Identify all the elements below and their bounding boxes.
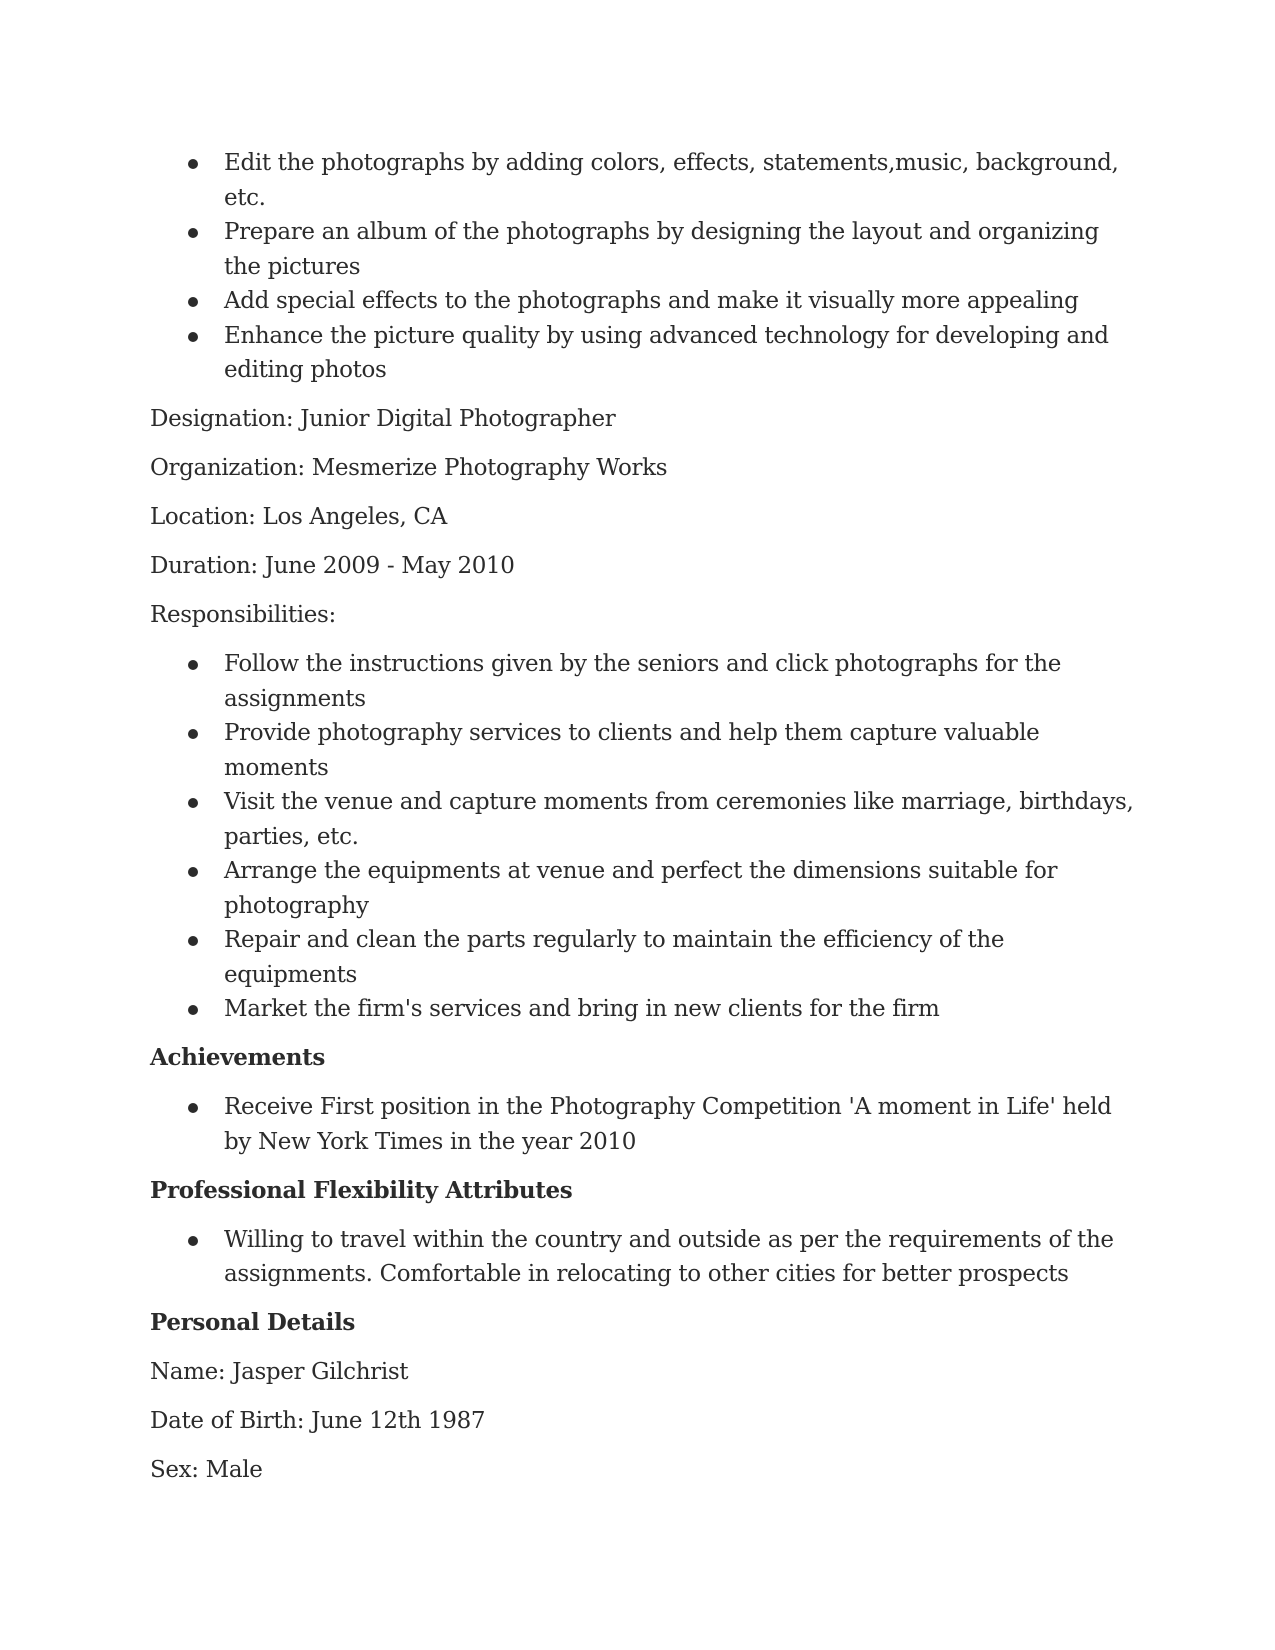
resume-content: [150, 146, 1140, 1488]
responsibilities-label: Responsibilities:: [150, 602, 336, 628]
list-item: Receive First position in the Photography Competition 'A moment in Life' held by New York Times in the year 2010: [150, 1090, 1140, 1159]
sex-line: Sex: Male: [150, 1457, 263, 1483]
list-item: Provide photography services to clients and help them capture valuable moments: [150, 716, 1140, 785]
list-item: Repair and clean the parts regularly to maintain the efficiency of the equipments: [150, 923, 1140, 992]
list-item: Enhance the picture quality by using advanced technology for developing and editing photos: [150, 319, 1140, 388]
designation-line: Designation: Junior Digital Photographer: [150, 406, 616, 432]
list-item: Follow the instructions given by the seniors and click photographs for the assignments: [150, 647, 1140, 716]
bullet-icon: [188, 1103, 198, 1113]
location-line: Location: Los Angeles, CA: [150, 504, 447, 530]
bullet-icon: [188, 936, 198, 946]
photo-editing-duties-list: [150, 146, 1140, 388]
achievements-list: [150, 1090, 1140, 1159]
achievements-heading: Achievements: [150, 1044, 326, 1071]
bullet-icon: [188, 159, 198, 169]
personal-details-heading: Personal Details: [150, 1309, 356, 1336]
bullet-icon: [188, 332, 198, 342]
bullet-icon: [188, 297, 198, 307]
bullet-icon: [188, 798, 198, 808]
list-item: Edit the photographs by adding colors, effects, statements,music, background, etc.: [150, 146, 1140, 215]
flexibility-list: [150, 1223, 1140, 1292]
bullet-icon: [188, 867, 198, 877]
bullet-icon: [188, 729, 198, 739]
date-of-birth-line: Date of Birth: June 12th 1987: [150, 1408, 486, 1434]
duration-line: Duration: June 2009 - May 2010: [150, 553, 515, 579]
name-line: Name: Jasper Gilchrist: [150, 1359, 409, 1385]
list-item: Prepare an album of the photographs by designing the layout and organizing the pictures: [150, 215, 1140, 284]
bullet-icon: [188, 660, 198, 670]
list-item: Visit the venue and capture moments from ceremonies like marriage, birthdays, parties, etc.: [150, 785, 1140, 854]
responsibilities-list: [150, 647, 1140, 1027]
list-item: Arrange the equipments at venue and perfect the dimensions suitable for photography: [150, 854, 1140, 923]
flexibility-heading: Professional Flexibility Attributes: [150, 1176, 573, 1204]
organization-line: Organization: Mesmerize Photography Works: [150, 455, 668, 481]
list-item: Willing to travel within the country and outside as per the requirements of the assignments. Comfortable in relocating to other cities for better prospects: [150, 1223, 1140, 1292]
bullet-icon: [188, 1236, 198, 1246]
bullet-icon: [188, 1005, 198, 1015]
list-item: Market the firm's services and bring in new clients for the firm: [150, 992, 1140, 1027]
list-item: Add special effects to the photographs and make it visually more appealing: [150, 284, 1140, 319]
bullet-icon: [188, 228, 198, 238]
